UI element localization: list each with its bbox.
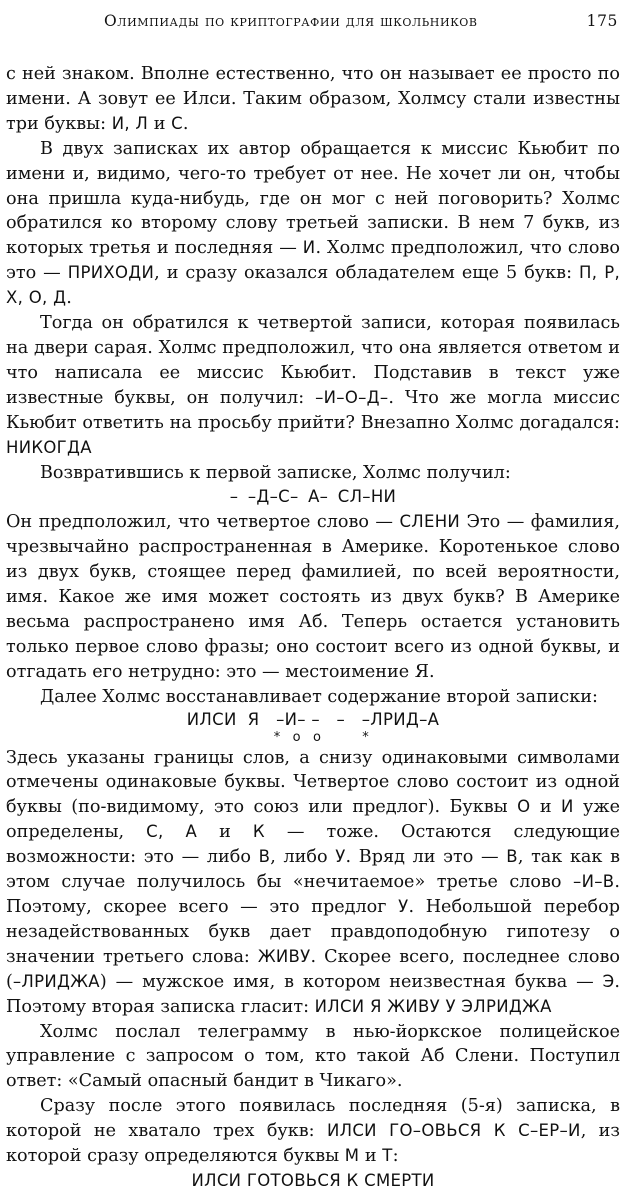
cipher-word: ЖИВУ bbox=[257, 946, 311, 966]
cipher-word: НИКОГДА bbox=[6, 437, 92, 457]
cipher-word: –ЛРИДЖА bbox=[12, 971, 100, 991]
cipher-word: ПРИХОДИ bbox=[67, 263, 155, 283]
text-run: и bbox=[530, 797, 561, 818]
cipher-letters: Э bbox=[602, 971, 615, 991]
cipher-word: СЛЕНИ bbox=[399, 512, 461, 532]
paragraph-3 bbox=[6, 311, 620, 460]
text-run: : bbox=[392, 1146, 399, 1167]
text-run: . Холмс предположил, что слово это — bbox=[6, 238, 620, 284]
cipher-letters: Т bbox=[382, 1146, 393, 1166]
cipher-word: –И–О–Д– bbox=[315, 387, 389, 407]
text-run: Далее Холмс восстанавливает содержание второй записки: bbox=[40, 686, 598, 707]
running-title: Олимпиады по криптографии для школьников bbox=[104, 12, 478, 30]
cipher-phrase: ИЛСИ ГО–ОВЬСЯ К С–ЕР–И bbox=[326, 1121, 581, 1141]
cipher-letters: И bbox=[560, 797, 574, 817]
paragraph-9 bbox=[6, 1094, 620, 1169]
text-run: с ней знаком. Вполне естественно, что он называет ее просто по имени. А зовут ее Илси. Таким образом, Холмсу стали известны три буквы: bbox=[6, 64, 620, 134]
body-text bbox=[6, 62, 620, 1194]
text-run: . Вряд ли это — bbox=[345, 847, 507, 868]
cipher-word: –И–В bbox=[573, 872, 615, 892]
text-run: Тогда он обратился к четвертой записи, которая появилась на двери сарая. Холмс предположил, что она является ответом и что написала ее миссис Кьюбит. Подставив в текст уже известные буквы, он получил: bbox=[6, 313, 620, 408]
cipher-line-2-marks: * o o * bbox=[244, 729, 382, 745]
cipher-letters: И, Л bbox=[111, 113, 149, 133]
text-run: . Что же могла миссис Кьюбит ответить на просьбу прийти? Внезапно Холмс догадался: bbox=[6, 387, 621, 433]
text-run: , и сразу оказался обладателем еще 5 букв: bbox=[154, 263, 579, 284]
text-run: Он предположил, что четвертое слово — bbox=[6, 512, 400, 533]
text-run: , из которой сразу определяются буквы bbox=[6, 1121, 620, 1167]
cipher-letters: С bbox=[171, 113, 183, 133]
paragraph-7 bbox=[6, 746, 620, 1020]
text-run: . bbox=[182, 113, 189, 134]
paragraph-2 bbox=[6, 137, 620, 311]
cipher-letters: М bbox=[344, 1146, 360, 1166]
text-run: . Небольшой перебор незадействованных букв дает правдоподобную гипотезу о значении третьего слова: bbox=[6, 897, 620, 967]
text-run: , либо bbox=[270, 847, 336, 868]
text-run: , так как в этом случае получилось бы «нечитаемое» третье слово bbox=[6, 847, 620, 893]
cipher-letters: В bbox=[506, 847, 518, 867]
cipher-letters: У bbox=[335, 847, 346, 867]
text-run: Возвратившись к первой записке, Холмс получил: bbox=[40, 462, 511, 483]
text-run: . Поэтому, скорее всего — это предлог bbox=[6, 872, 620, 917]
paragraph-1 bbox=[6, 62, 620, 137]
cipher-line-1: – –Д–С– А– СЛ–НИ bbox=[229, 487, 397, 507]
paragraph-8 bbox=[6, 1020, 620, 1095]
paragraph-6 bbox=[6, 685, 620, 710]
text-run: уже определены, bbox=[6, 797, 620, 843]
text-run: и bbox=[148, 113, 172, 134]
text-run: — тоже. Остаются следующие возможности: это — либо bbox=[6, 822, 620, 868]
page-number: 175 bbox=[586, 12, 618, 30]
text-run: Холмс послал телеграмму в нью-йоркское полицейское управление с запросом о том, кто такой Аб Слени. Поступил ответ: «Самый опасный бандит в Чикаго». bbox=[6, 1021, 620, 1092]
cipher-letters: И bbox=[302, 238, 316, 258]
running-header bbox=[0, 10, 630, 34]
text-run: ) — мужское имя, в котором неизвестная буква — bbox=[99, 971, 603, 992]
text-run: . Скорее всего, последнее слово ( bbox=[6, 946, 621, 992]
cipher-letters: В bbox=[258, 847, 271, 867]
text-run: и bbox=[197, 822, 253, 843]
cipher-letters: У bbox=[398, 897, 409, 916]
text-run: и bbox=[359, 1146, 383, 1167]
text-run: . bbox=[66, 288, 72, 309]
text-run: Здесь указаны границы слов, а снизу одинаковыми символами отмечены одинаковые буквы. Четвертое слово состоит из одной буквы (по-видимому, это союз или предлог). Буквы bbox=[6, 747, 620, 818]
paragraph-4 bbox=[6, 461, 620, 486]
cipher-line-2: ИЛСИ Я –И– – – –ЛРИД–А bbox=[186, 709, 440, 729]
cipher-letters: К bbox=[252, 822, 265, 842]
cipher-letters: С, А bbox=[146, 822, 198, 842]
text-run: В двух записках их автор обращается к миссис Кьюбит по имени и, видимо, чего-то требует от нее. Не хочет ли он, чтобы она пришла куда-нибудь, где он мог с ней поговорить? Холмс обратился ко второму слову третьей записки. В нем 7 букв, из которых третья и последняя — bbox=[6, 138, 620, 259]
cipher-letters: О bbox=[517, 797, 531, 817]
text-run: Это — фамилия, чрезвычайно распространенная в Америке. Коротенькое слово из двух букв, стоящее перед фамилией, по всей вероятности, имя. Какое же имя может состоять из двух букв? В Америке весьма распространено имя Аб. Теперь остается установить только первое слово фразы; оно состоит всего из одной буквы, и отгадать его нетрудно: это — местоимение Я. bbox=[6, 512, 620, 682]
paragraph-5 bbox=[6, 510, 620, 684]
decoded-final-line: ИЛСИ ГОТОВЬСЯ К СМЕРТИ bbox=[191, 1170, 435, 1190]
cipher-letters: П, Р, Х, О, Д bbox=[6, 263, 620, 308]
text-run: Сразу после этого появилась последняя (5-я) записка, в которой не хватало трех букв: bbox=[6, 1096, 620, 1142]
text-run: . Поэтому вторая записка гласит: bbox=[6, 971, 620, 1017]
cipher-phrase: ИЛСИ Я ЖИВУ У ЭЛРИДЖА bbox=[314, 996, 552, 1016]
